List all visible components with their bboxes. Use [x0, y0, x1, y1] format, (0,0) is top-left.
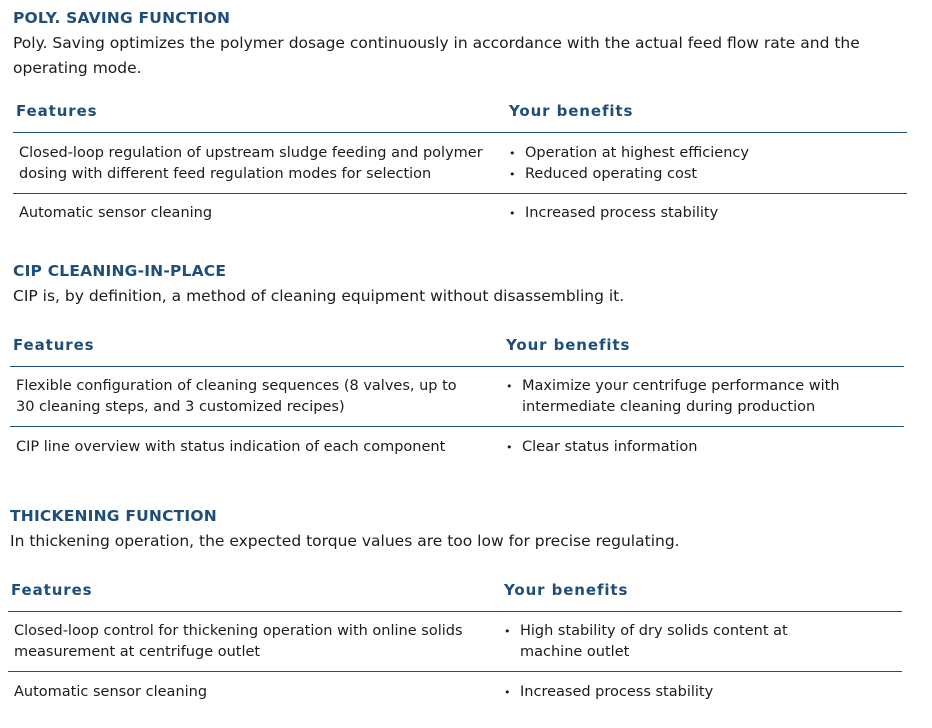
benefits-cell [498, 682, 902, 706]
feature-cell: Closed-loop regulation of upstream sludge feeding and polymer dosing with different feed regulation modes for selection [19, 145, 483, 182]
benefits-cell [500, 376, 904, 426]
table-row [13, 194, 907, 226]
benefits-header: Your benefits [504, 581, 629, 599]
benefits-list [504, 621, 804, 663]
table-row [13, 133, 907, 194]
benefits-cell [503, 203, 907, 226]
benefit-item: • Increased process stability [509, 203, 907, 224]
table-row [10, 427, 904, 461]
features-header: Features [11, 581, 93, 599]
section-cip [13, 262, 907, 455]
section-title: THICKENING FUNCTION [10, 507, 217, 525]
benefits-header: Your benefits [506, 336, 631, 354]
benefits-list [504, 682, 902, 703]
feature-cell: Closed-loop control for thickening operation with online solids measurement at centrifuge outlet [14, 623, 463, 660]
section-title: CIP CLEANING-IN-PLACE [13, 262, 227, 280]
features-header: Features [16, 102, 98, 120]
features-table [10, 335, 904, 461]
benefits-header: Your benefits [509, 102, 634, 120]
feature-cell: Flexible configuration of cleaning sequences (8 valves, up to 30 cleaning steps, and 3 customized recipes) [16, 378, 457, 415]
table-header [13, 101, 907, 133]
benefit-item: • Operation at highest efficiency [509, 143, 907, 164]
benefit-item: • Increased process stability [504, 682, 902, 703]
feature-cell: Automatic sensor cleaning [14, 684, 208, 700]
section-description: CIP is, by definition, a method of cleaning equipment without disassembling it. [13, 287, 625, 305]
benefits-list [509, 143, 907, 185]
table-row [8, 672, 902, 706]
table-row [10, 367, 904, 427]
benefits-list [506, 437, 904, 458]
benefits-list [506, 376, 846, 418]
table-row [8, 612, 902, 672]
benefit-item: • High stability of dry solids content at machine outlet [504, 621, 804, 663]
features-header: Features [13, 336, 95, 354]
table-header [8, 580, 902, 612]
benefits-cell [503, 143, 907, 193]
benefits-cell [498, 621, 902, 671]
section-description: In thickening operation, the expected torque values are too low for precise regulating. [10, 532, 680, 550]
benefit-item: • Reduced operating cost [509, 164, 907, 185]
benefits-cell [500, 437, 904, 461]
features-table [13, 101, 907, 226]
feature-cell: CIP line overview with status indication of each component [16, 439, 446, 455]
features-table [8, 580, 902, 706]
section-title: POLY. SAVING FUNCTION [13, 9, 231, 27]
section-poly-saving [13, 9, 907, 221]
benefits-list [509, 203, 907, 224]
table-header [10, 335, 904, 367]
feature-cell: Automatic sensor cleaning [19, 205, 213, 221]
benefit-item: • Maximize your centrifuge performance with intermediate cleaning during production [506, 376, 846, 418]
section-thickening [10, 507, 904, 700]
benefit-item: • Clear status information [506, 437, 904, 458]
section-description: Poly. Saving optimizes the polymer dosage continuously in accordance with the actual feed flow rate and the operating mode. [13, 34, 860, 77]
